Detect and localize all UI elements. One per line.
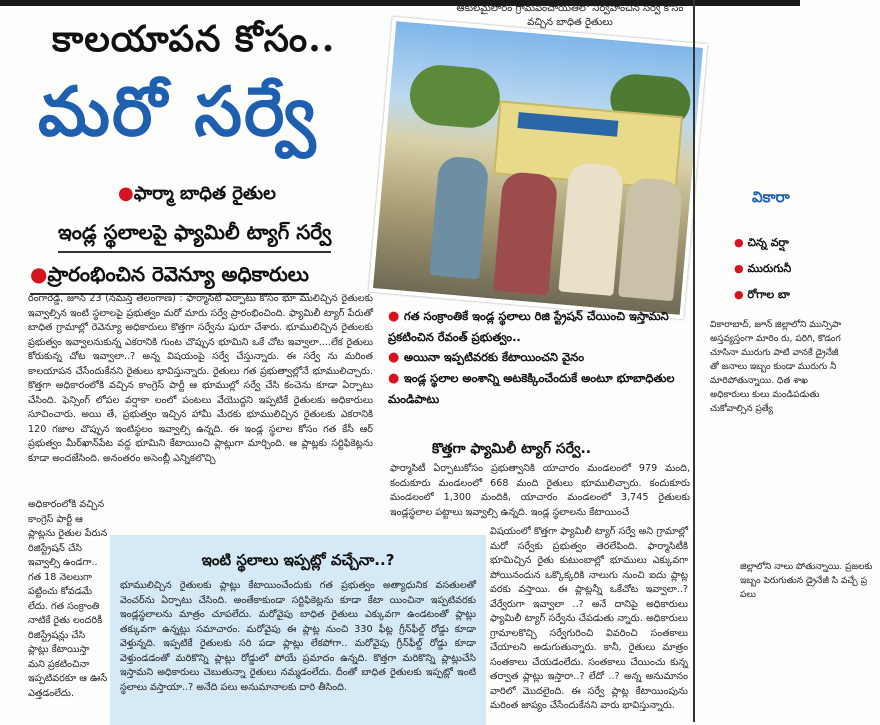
sidebar-box-text: భూములిచ్చిన రైతులకు ప్లాట్లు కేటాయించేందుకు గత ప్రభుత్వం అత్యాధునిక వసతులతో వెంచర్‌ను ఏర్పాటు చేసింది. అంతేకాకుండా సర్టిఫికెట్లను కూడా కేటా యించినా ఇప్పటివరకు ఇండ్లస్థలాలను మాత్రం చూపలేదు. మరోవైపు బాధిత రైతులు ఎక్కువగా ఉండటంతో ప్లాట్లు తక్కువగా ఉన్నట్లు సమాచారం. మరోవైపు ఈ ప్లాట్ల నుంచి 330 ఫీట్ల గ్రీన్‌ఫీల్డ్ రోడ్డు కూడా వెళ్తున్నది. ఇప్పటికే రైతులకు సరి పడా ప్లాట్లు లేకపోగా.. మరోవైపు గ్రీన్‌ఫీల్డ్ రోడ్డు కూడా వెళ్తుండడంతో మరికొన్ని ప్లాట్లు రోడ్డులో పోయే ప్రమాదం ఉన్నది. కొత్తగా మరికొన్ని ప్లాట్లుచేసి ఇస్తామని అధికారులు చెబుతున్నా రైతులు నమ్మడంలేదు. దీంతో బాధిత రైతులకు ఇప్పట్లో ఇంటి స్థలాలు వస్తాయా..? అనేది పలు అనుమానాలకు దారి తీసింది.	[120, 580, 476, 693]
subhead-3: ●ప్రారంభించిన రెవెన్యూ అధికారులు	[30, 262, 309, 295]
article-body-mid: ఫార్మాసిటీ ఏర్పాటుకోసం ప్రభుత్వానికి యాచారం మండలంలో 979 మంది, కందుకూరు మండలంలో 668 మంది రైతులు భూములిచ్చారు. కందుకూరు మండలంలో 1,300 మందికి, యాచారం మండలంలో 3,745 రైతులకు ఇండ్లస్థలాల పట్టాలు ఇవ్వాల్సి ఉన్నది. ఇండ్ల స్థలాలను కేటాయించే	[390, 463, 690, 518]
highlight-points	[388, 306, 688, 409]
adjacent-body: వికారాబాద్, జూన్ జిల్లాలోని మున్సిపా అస్తవ్యస్తంగా మారిం రు, పరిగి, కొడంగ చూసినా మురుగు పాటి వానకే డ్రైనేజీ తో జనాలు ఇబ్బం కుండా మురుగు నీ మారిపోతున్నాయి. ధిత శాఖ అధికారులు కులు మండిపడుతు చుకోవాల్సిన ప్రత్యే	[710, 320, 842, 414]
headline-kicker: కాలయాపన కోసం..	[52, 18, 336, 60]
red-bullet-icon: ●	[388, 309, 404, 324]
headline-main: మరో సర్వే	[38, 72, 318, 152]
highlight-point: ● అయినా ఇప్పటివరకు కేటాయించని వైనం	[388, 350, 585, 365]
article-body-narrow: అధికారంలోకి వచ్చిన కాంగ్రెస్ పార్టీ ఆ ప్లాట్లను రైతుల పేరున రిజిస్ట్రేషన్ చేసి ఇవ్వాల్సి ఉండగా.. గత 18 నెలలుగా పట్టించు కోవడమే లేదు. గత సంక్రాంతి నాటికే రైతు లందరికీ రిజిస్ట్రేషన్లు చేసి ప్లాట్లు కేటాయిస్తా మని ప్రకటించినా ఇప్పటివరకూ ఆ ఊసే ఎత్తడంలేదు.	[28, 499, 108, 699]
highlight-point: ● ఇండ్ల స్థలాల అంశాన్ని అటకెక్కించేందుకే అంటూ భూబాధితుల మండిపాటు	[388, 371, 675, 406]
column-divider	[693, 0, 695, 722]
adjacent-bullet: ● మురుగునీ	[734, 262, 792, 275]
adjacent-headline: వికారా	[752, 188, 790, 206]
red-bullet-icon: ●	[118, 183, 134, 204]
photo-person	[558, 162, 624, 296]
subhead-1: ●ఫార్మా బాధిత రైతుల	[118, 183, 276, 204]
photo-caption: ఆకులమైలారం గ్రామపంచాయతీలో నిర్వహించిన సర్వే కోసం వచ్చిన బాధిత రైతులు	[456, 3, 684, 28]
adjacent-bullet: ● రోగాల బా	[734, 288, 790, 301]
red-bullet-icon: ●	[734, 288, 744, 301]
subhead-2: ఇండ్ల స్థలాలపై ఫ్యామిలీ ట్యాగ్ సర్వే	[58, 220, 331, 253]
photo-person	[429, 155, 489, 279]
sidebar-box-title: ఇంటి స్థలాలు ఇప్పట్లో వచ్చేనా..?	[201, 551, 395, 569]
photo-person	[618, 177, 683, 301]
red-bullet-icon: ●	[734, 236, 744, 249]
photo-person	[493, 171, 558, 295]
adjacent-bullet: ● చిన్న వర్షా	[734, 236, 789, 249]
article-body-mid-continued: విషయంలో కొత్తగా ఫ్యామిలీ ట్యాగ్ సర్వే అని గ్రామాల్లో మరో సర్వేకు ప్రభుత్వం తెరలేపింది. ఫార్మాసిటీకి భూమిచ్చిన రైతు కుటుంబాల్లో భూములు ఎక్కువగా పోయినందున ఒక్కొక్కరికి నాలుగు నుంచి ఐదు ప్లాట్ల వరకు వస్తాయి. ఈ ప్లాట్లన్నీ ఒకేచోట ఇవ్వాలా..? వేర్వేరుగా ఇవ్వాలా ..? అనే దానిపై అధికారులు ఫ్యామిలీ ట్యాగ్ సర్వేను చేపడుతు న్నారు. అధికారులు గ్రామాలకొచ్చి సర్వేగురించి వివరించి సంతకాలు చేయాలని అడుగుతున్నారు. కానీ, రైతులు మాత్రం సంతకాలు చేయడంలేదు. సంతకాలు చేయించు కున్న తర్వాత ప్లాట్లు ఇస్తారా..? లేదో ..? అన్న అనుమానం వారిలో మొదలైంది. ఈ సర్వే ప్లాట్ల కేటాయింపును మరింత జాప్యం చేసేందుకేనని వారు భావిస్తున్నారు.	[490, 526, 688, 711]
red-bullet-icon: ●	[388, 371, 404, 386]
red-bullet-icon: ●	[734, 262, 744, 275]
red-bullet-icon: ●	[388, 350, 404, 365]
section-subhead: కొత్తగా ఫ్యామిలీ ట్యాగ్ సర్వే..	[432, 441, 592, 457]
news-photo	[369, 17, 708, 319]
adjacent-body-continued: జిల్లాలోని నాలు పోతున్నాయి. ప్రజలకు ఇబ్బం పెరుగుతున డ్రైనేజీ సి వచ్చే ప్ర పలు	[740, 562, 873, 600]
adjacent-article	[700, 0, 873, 722]
highlight-point: ● గత సంక్రాంతికే ఇండ్ల స్థలాలు రిజి స్ట్రేషన్ చేయించి ఇస్తామని ప్రకటించిన రేవంత్ ప్రభుత్వం..	[388, 309, 669, 344]
article-body-left: రంగారెడ్డి, జూన్ 23 (నమస్తే తెలంగాణ) : ఫార్మాసిటీ ఏర్పాటు కోసం భూ ములిచ్చిన రైతులకు ఇవ్వాల్సిన ఇంటి స్థలాలపై ప్రభుత్వం మరో మారు సర్వే ప్రారంభించింది. ఫ్యామిలీ ట్యాగ్ పేరుతో బాధిత గ్రామాల్లో రెవెన్యూ అధికారులు కొత్తగా సర్వేను షురూ చేశారు. భూములిచ్చిన రైతులకు ప్రభుత్వం ఇవ్వాలనుకున్న ఎకరానికి గుంట చొప్పున భూమిని ఒకే చోట ఇవ్వాలా....లేక రైతులు కోరుకున్న చోట ఇవ్వాలా..? అన్న విషయంపై సర్వే చేస్తున్నారు. ఈ సర్వే ను మరింత కాలయాపన చేసేందుకేనని రైతులు భావిస్తున్నారు. రైతులు గత ప్రభుత్వాల్లోనే భూములిచ్చారు. కొత్తగా అధికారంలోకి వచ్చిన కాంగ్రెస్ పార్టీ ఆ భూముల్లో సర్వే చేసి కంచెను కూడా ఏర్పాటు చేసింది. ఫెన్సింగ్ లోపల వర్షాకా లంలో పంటలు వేయొద్దని ఇప్పటికే రైతులకు అధికారులు సూచించారు. అయి తే, ప్రభుత్వం ఇచ్చిన హామీ మేరకు భూములిచ్చిన రైతులకు ఎకరానికి 120 గజాల చొప్పున ఇంటిస్థలం ఇవ్వాల్సి ఉన్నది. ఈ ఇండ్ల స్థలాల కోసం గత కేసీ ఆర్ ప్రభుత్వం మీర్‌ఖాన్‌పేట వద్ద భూమిని కేటాయించి ప్లాట్లుగా మార్చింది. ఆ ప్లాట్లకు సర్టిఫికెట్లను కూడా అందజేసింది. అనంతరం అసెంబ్లీ ఎన్నికలొచ్చి	[28, 293, 373, 464]
red-bullet-icon: ●	[30, 262, 48, 286]
sidebar-box	[110, 535, 486, 725]
photo-tree	[407, 63, 502, 131]
